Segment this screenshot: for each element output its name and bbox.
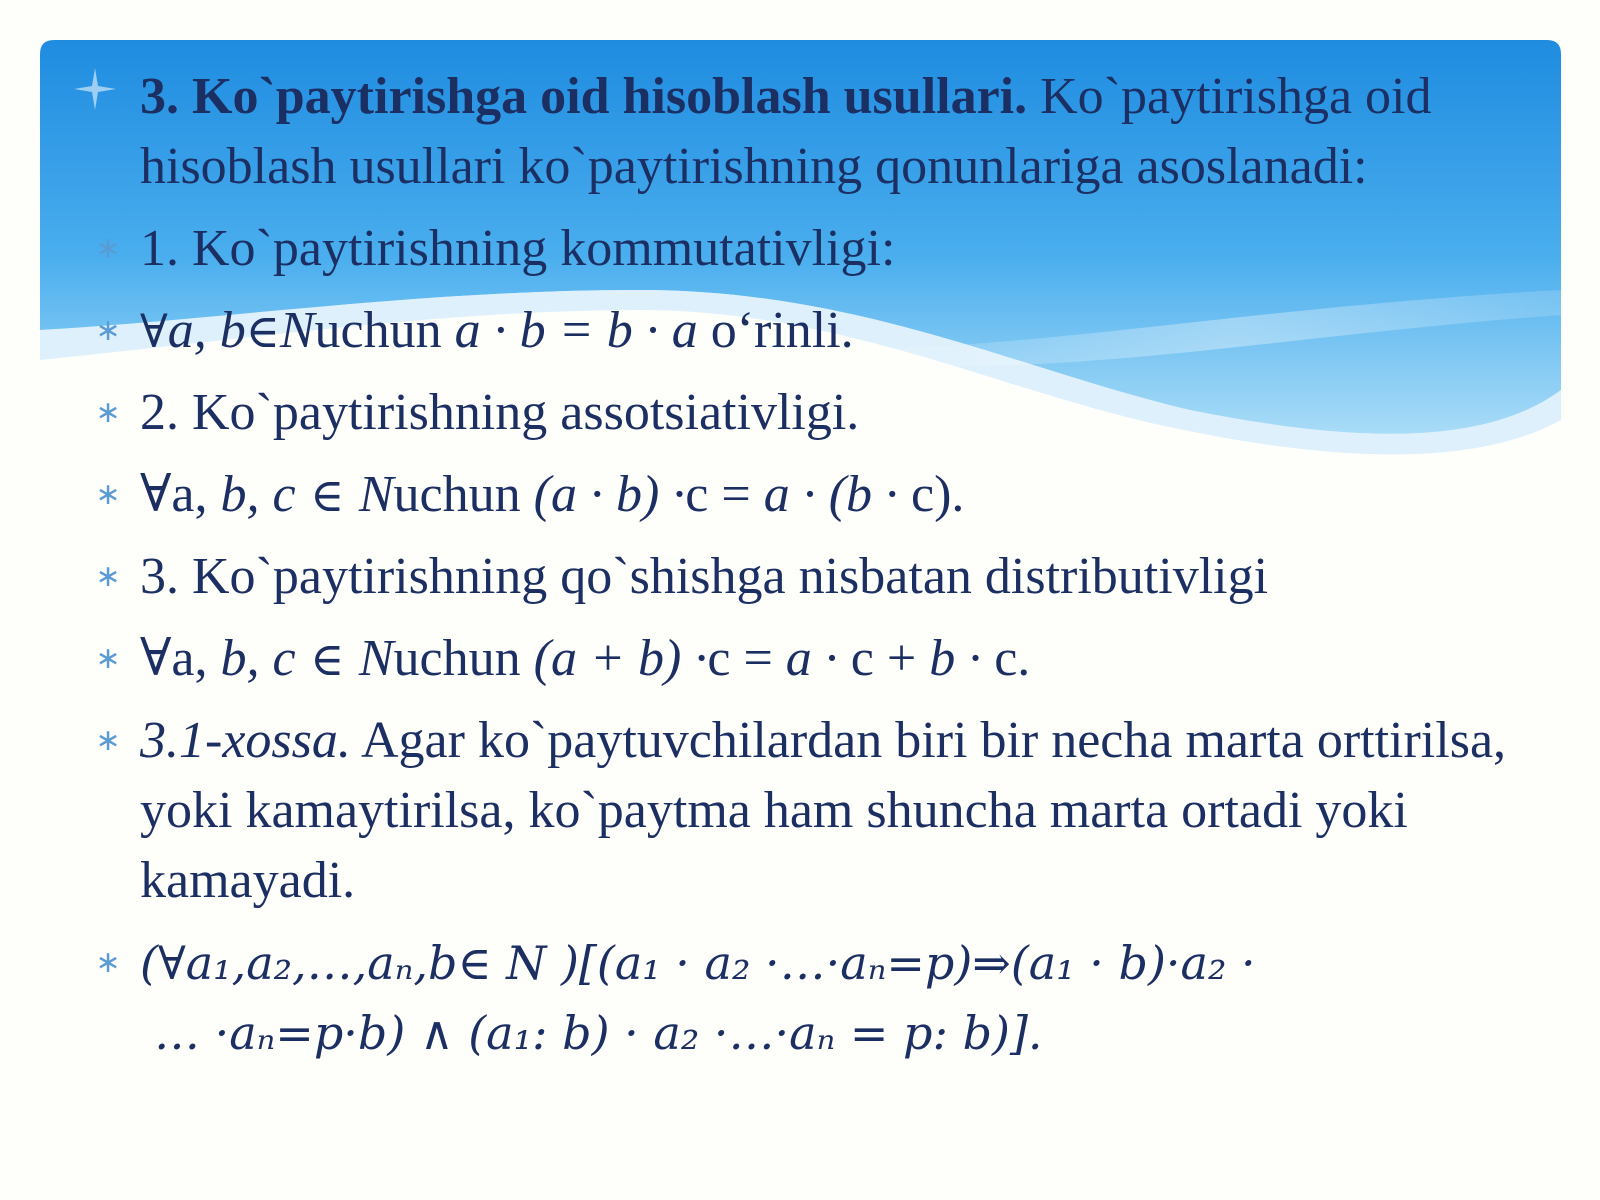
- set-n: N: [358, 466, 394, 523]
- list-item-1: [88, 214, 1548, 284]
- bullet-icon: ∗: [95, 559, 121, 594]
- tail-text: o‘rinli.: [697, 302, 854, 359]
- property-label: 3.1-xossa.: [140, 712, 351, 769]
- list-item-7: [88, 706, 1548, 916]
- set-n: N: [358, 630, 394, 687]
- forall-symbol: ∀: [140, 304, 168, 358]
- eq-cplus: c +: [837, 630, 930, 687]
- bullet-icon: ∗: [95, 641, 121, 676]
- forall-a: ∀a,: [140, 466, 221, 523]
- eq-right: a · (b ·: [763, 466, 899, 523]
- item-text: 1. Ko`paytirishning kommutativligi:: [140, 220, 896, 277]
- item-text: 2. Ko`paytirishning assotsiativligi.: [140, 384, 860, 441]
- item-text: 3. Ko`paytirishning qo`shishga nisbatan distributivligi: [140, 548, 1269, 605]
- bullet-icon: ∗: [95, 945, 121, 980]
- list-item-3: [88, 378, 1548, 448]
- list-item-2: [88, 296, 1548, 366]
- eq-c: c =: [707, 630, 786, 687]
- bullet-icon: ∗: [95, 723, 121, 758]
- heading-text: Ko`paytirishga oid hisoblash usullari ko`paytirishning qonunlariga asoslanadi:: [140, 68, 1432, 195]
- forall-a: ∀a,: [140, 630, 221, 687]
- bullet-icon: ∗: [95, 395, 121, 430]
- list-item-8: [88, 928, 1548, 1068]
- list-item-4: [88, 460, 1548, 530]
- eq-b: b ·: [929, 630, 982, 687]
- list-item-5: [88, 542, 1548, 612]
- slide-content: [88, 62, 1548, 1068]
- element-symbol: ∈: [245, 304, 280, 358]
- uchun-word: uchun: [393, 466, 534, 523]
- formula-line-1: (∀a₁,a₂,…,aₙ,b∈ N )[(a₁ · a₂ ·…·aₙ=p)⇒(a₁ · b)·a₂ ·: [140, 936, 1256, 990]
- element-symbol: ∈: [295, 632, 359, 686]
- eq-c: c =: [685, 466, 764, 523]
- list-item-6: [88, 624, 1548, 694]
- uchun-word: uchun: [393, 630, 534, 687]
- bullet-icon: ∗: [95, 477, 121, 512]
- vars: b, c: [220, 630, 296, 687]
- property-text: Agar ko`paytuvchilardan biri bir necha marta orttirilsa, yoki kamaytirilsa, ko`paytma ham shuncha marta ortadi yoki kamayadi.: [140, 712, 1507, 909]
- bullet-icon: ∗: [95, 313, 121, 348]
- set-n: N: [279, 302, 315, 359]
- element-symbol: ∈: [295, 468, 359, 522]
- eq-a: a ·: [785, 630, 838, 687]
- formula-line-2: … ·aₙ=p·b) ∧ (a₁: b) · a₂ ·…·aₙ = p: b)].: [154, 1006, 1043, 1060]
- equation: a · b = b · a: [454, 302, 698, 359]
- eq-left: (a · b) ·: [533, 466, 686, 523]
- eq-left: (a + b) ·: [533, 630, 708, 687]
- uchun-word: uchun: [314, 302, 455, 359]
- bullet-icon: ∗: [95, 231, 121, 266]
- heading-paragraph: [88, 62, 1548, 202]
- heading-title: 3. Ko`paytirishga oid hisoblash usullari.: [140, 68, 1028, 125]
- eq-end: c).: [898, 466, 965, 523]
- vars: b, c: [220, 466, 296, 523]
- eq-end: c.: [981, 630, 1031, 687]
- vars: a, b: [167, 302, 246, 359]
